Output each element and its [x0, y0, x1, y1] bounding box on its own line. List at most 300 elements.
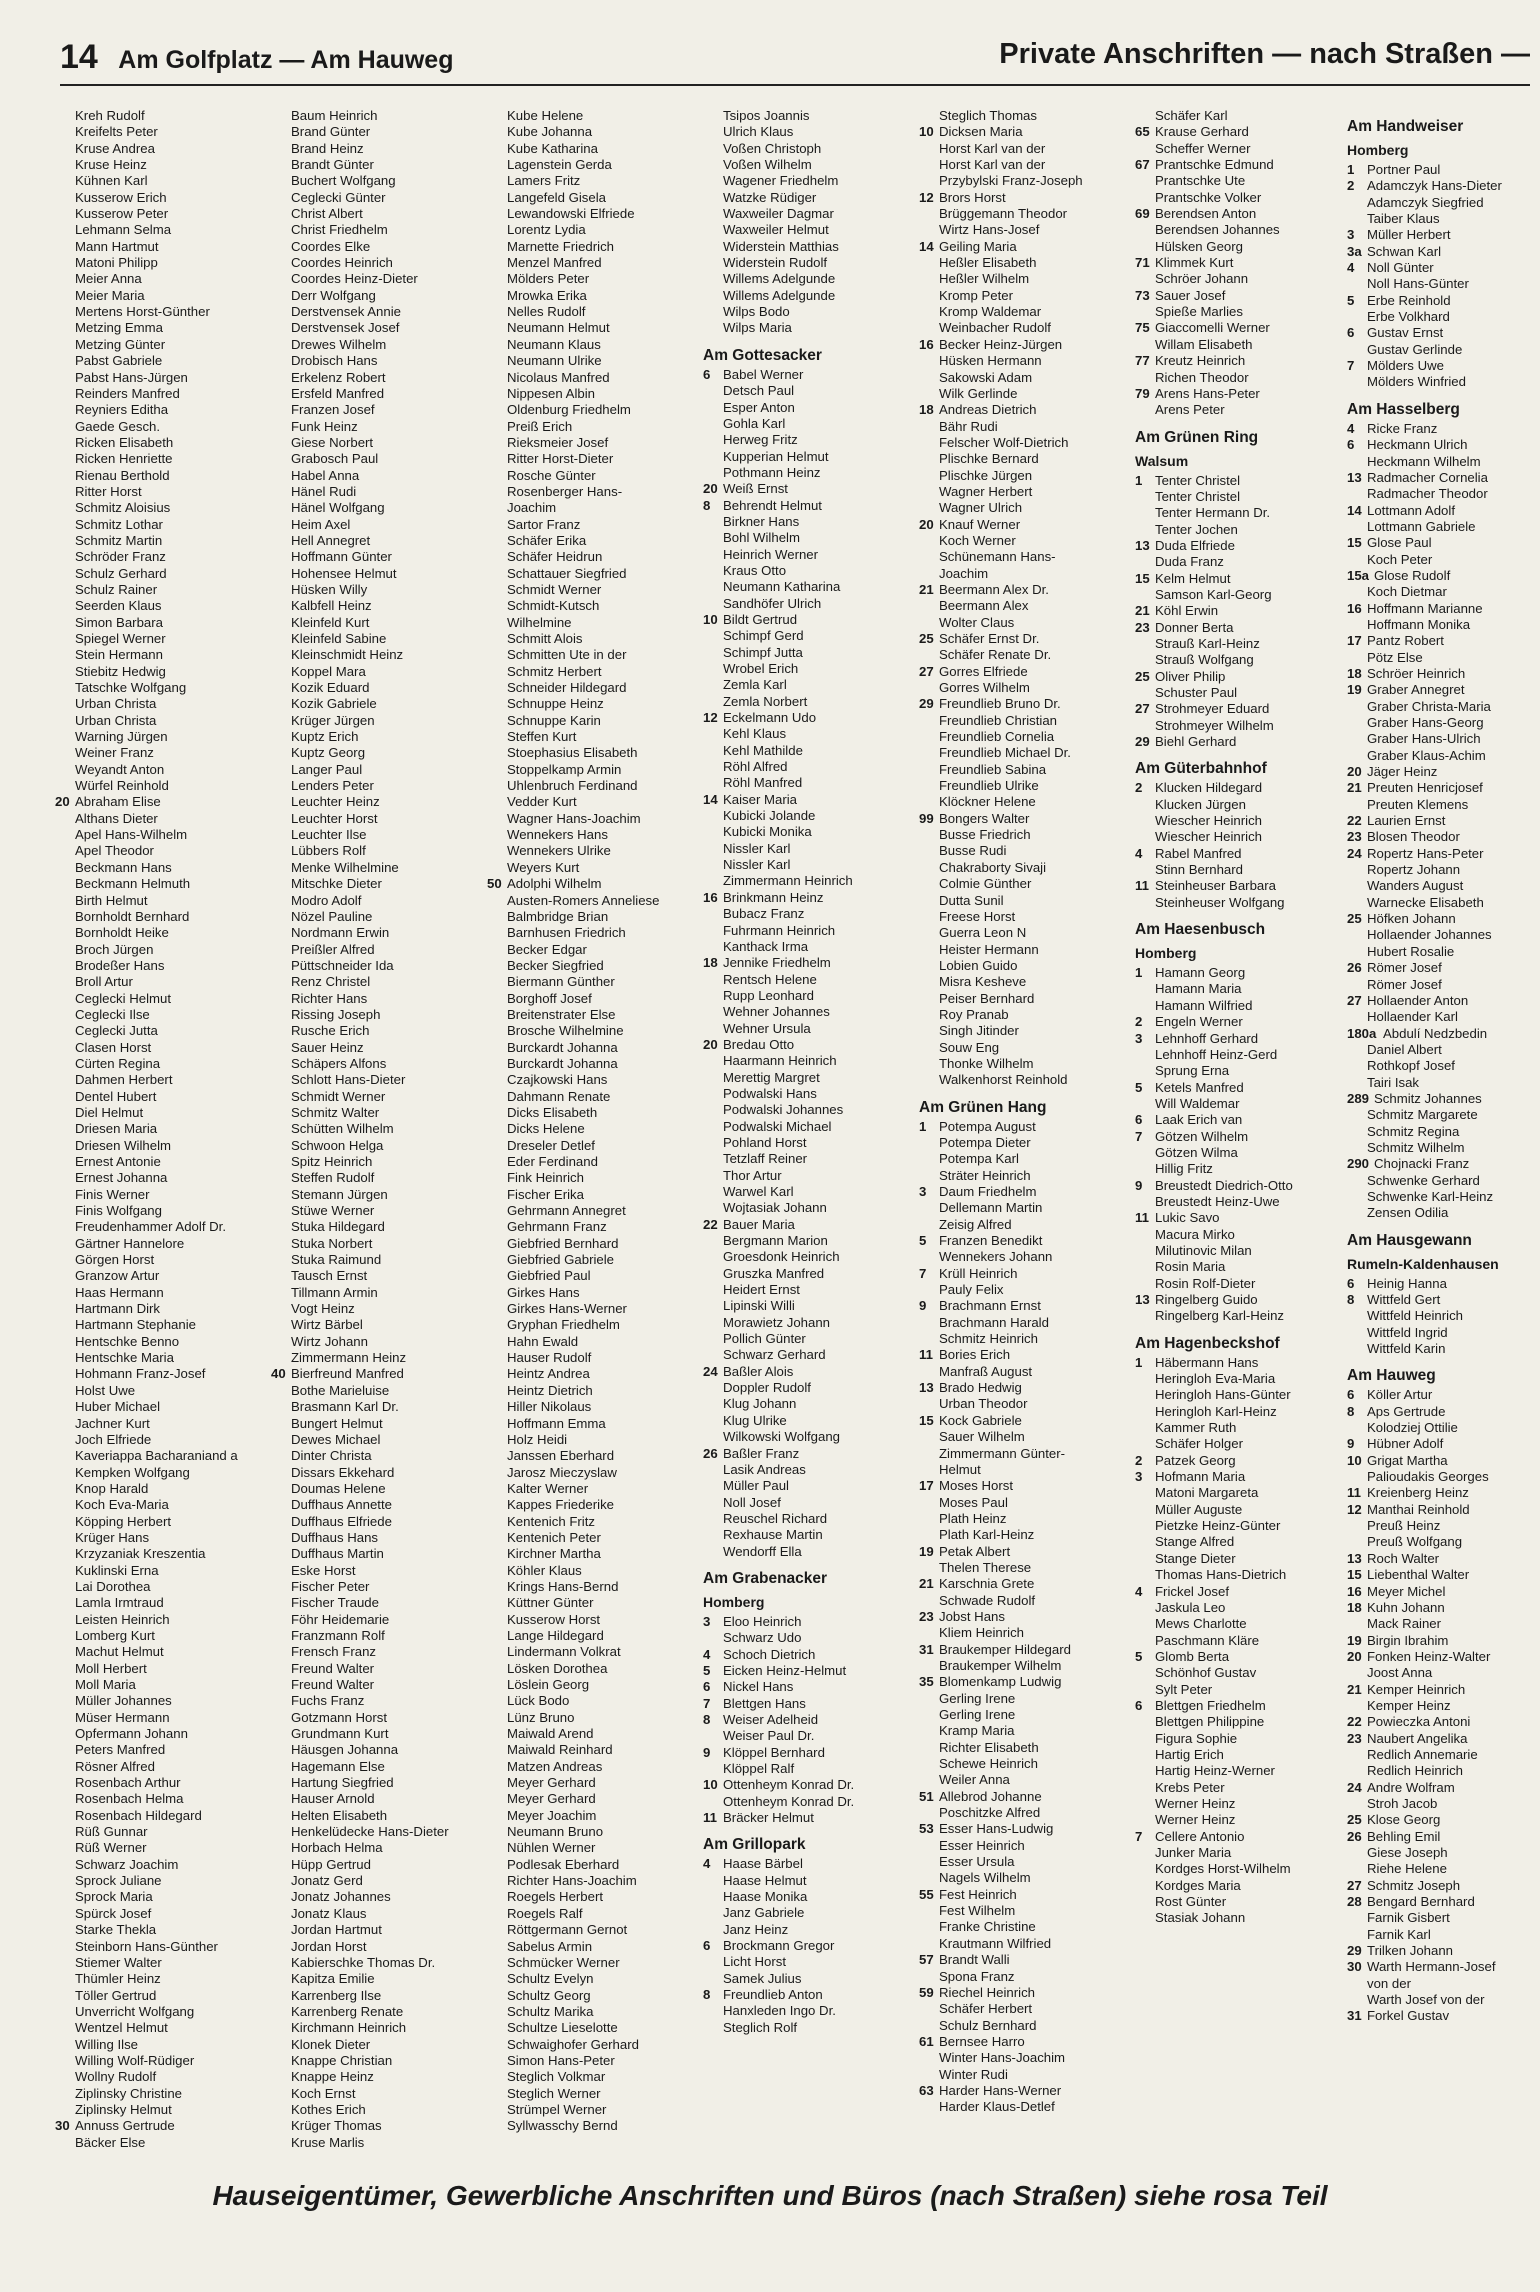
resident-name: Dahmen Herbert: [75, 1072, 173, 1088]
resident-name: Geiling Maria: [939, 238, 1017, 254]
resident-name: Sabelus Armin: [507, 1938, 593, 1954]
resident-name: Langefeld Gisela: [507, 189, 606, 205]
resident-name: Breustedt Diedrich-Otto: [1155, 1177, 1293, 1193]
resident-name: Dinter Christa: [291, 1448, 372, 1464]
resident-entry: [487, 2053, 707, 2069]
resident-entry: [487, 1252, 707, 1268]
resident-entry: [271, 566, 491, 582]
resident-name: Wojtasiak Johann: [723, 1200, 827, 1216]
resident-entry: [271, 1873, 491, 1889]
resident-entry: [55, 1824, 275, 1840]
resident-name: Kalter Werner: [507, 1480, 589, 1496]
resident-entry: [271, 2086, 491, 2102]
house-number: 19: [919, 1543, 934, 1559]
resident-entry: [55, 713, 275, 729]
resident-name: Prantschke Volker: [1155, 189, 1262, 205]
resident-name: Hanxleden Ingo Dr.: [723, 2003, 836, 2019]
resident-entry: [271, 402, 491, 418]
resident-name: Klug Ulrike: [723, 1412, 787, 1428]
house-number: 40: [271, 1366, 286, 1382]
resident-name: Röhl Alfred: [723, 759, 788, 775]
resident-entry: [919, 1462, 1139, 1478]
resident-name: Werner Heinz: [1155, 1795, 1236, 1811]
resident-name: Jaskula Leo: [1155, 1599, 1226, 1615]
resident-name: Schuster Paul: [1155, 685, 1238, 700]
resident-name: Pothmann Heinz: [723, 464, 821, 480]
resident-entry: [1135, 1243, 1355, 1259]
resident-name: Henkelüdecke Hans-Dieter: [291, 1824, 449, 1840]
resident-entry: [919, 811, 1139, 827]
house-number: 5: [1347, 292, 1355, 308]
header-left: [60, 38, 454, 77]
resident-name: Giaccomelli Werner: [1155, 320, 1270, 336]
house-number: 9: [703, 1744, 711, 1760]
resident-entry: [703, 1856, 923, 1872]
resident-name: Kraus Otto: [723, 562, 787, 578]
resident-name: Waxweiler Helmut: [723, 222, 829, 238]
house-number: 21: [1347, 1681, 1362, 1697]
resident-entry: [703, 1004, 923, 1020]
resident-entry: [703, 206, 923, 222]
resident-entry: [55, 991, 275, 1007]
resident-entry: [487, 222, 707, 238]
resident-entry: [1135, 353, 1355, 369]
directory-column: [919, 108, 1139, 2116]
resident-entry: [703, 808, 923, 824]
section-title: Private Anschriften — nach Straßen —: [999, 38, 1530, 70]
resident-entry: [1135, 1796, 1355, 1812]
resident-entry: [1347, 1189, 1540, 1205]
resident-entry: [1347, 1534, 1540, 1550]
resident-entry: [1347, 421, 1540, 437]
resident-entry: [1347, 1453, 1540, 1469]
house-number: 11: [1135, 878, 1149, 894]
resident-name: Schmitz Heinrich: [939, 1331, 1038, 1347]
resident-entry: [919, 484, 1139, 500]
resident-name: Kleinschmidt Heinz: [291, 647, 404, 663]
resident-name: Jäger Heinz: [1367, 764, 1438, 780]
resident-name: Stasiak Johann: [1155, 1910, 1246, 1926]
house-number: 13: [1347, 1550, 1362, 1566]
resident-entry: [271, 745, 491, 761]
resident-entry: [487, 1661, 707, 1677]
resident-entry: [1347, 1502, 1540, 1518]
resident-entry: [55, 2004, 275, 2020]
resident-name: Wiescher Heinrich: [1155, 813, 1262, 829]
resident-entry: [703, 530, 923, 546]
resident-entry: [703, 465, 923, 481]
resident-entry: [271, 304, 491, 320]
house-number: 4: [1135, 845, 1143, 861]
house-number: 26: [1347, 1828, 1362, 1844]
resident-entry: [703, 514, 923, 530]
resident-name: Freese Horst: [939, 908, 1016, 924]
resident-entry: [487, 615, 707, 631]
resident-entry: [1135, 1616, 1355, 1632]
resident-name: Lange Hildegard: [507, 1627, 604, 1643]
resident-name: Wagner Herbert: [939, 483, 1033, 499]
resident-name: Noll Günter: [1367, 260, 1434, 276]
resident-entry: [55, 124, 275, 140]
house-number: 53: [919, 1821, 934, 1837]
house-number: 14: [1347, 502, 1362, 518]
resident-name: Schröder Franz: [75, 549, 166, 565]
resident-name: Krüger Hans: [75, 1529, 150, 1545]
resident-name: Finis Wolfgang: [75, 1203, 162, 1219]
resident-name: Brachmann Ernst: [939, 1298, 1041, 1314]
resident-name: Häbermann Hans: [1155, 1354, 1259, 1370]
resident-name: Radmacher Theodor: [1367, 486, 1488, 502]
resident-entry: [55, 239, 275, 255]
resident-entry: [271, 893, 491, 909]
resident-entry: [55, 1072, 275, 1088]
resident-entry: [1135, 124, 1355, 140]
resident-name: Leuchter Ilse: [291, 827, 367, 843]
resident-name: Opfermann Johann: [75, 1726, 188, 1742]
resident-entry: [271, 1955, 491, 1971]
district-heading: Walsum: [1135, 452, 1189, 469]
resident-entry: [1347, 552, 1540, 568]
resident-entry: [487, 1350, 707, 1366]
resident-name: Joch Elfriede: [75, 1431, 152, 1447]
resident-entry: [1347, 1276, 1540, 1292]
resident-entry: [1347, 1075, 1540, 1091]
house-number: 10: [1347, 1452, 1362, 1468]
resident-entry: [1135, 1420, 1355, 1436]
resident-name: Schwenke Gerhard: [1367, 1172, 1480, 1188]
house-number: 23: [1347, 829, 1362, 845]
resident-name: Busse Friedrich: [939, 827, 1031, 843]
resident-entry: [1135, 620, 1355, 636]
resident-name: Schmitz Margarete: [1367, 1107, 1478, 1123]
resident-name: Simon Barbara: [75, 614, 163, 630]
resident-name: Küttner Günter: [507, 1595, 594, 1611]
resident-entry: [919, 1642, 1139, 1658]
resident-entry: [919, 680, 1139, 696]
resident-entry: [487, 1105, 707, 1121]
resident-name: Köpping Herbert: [75, 1513, 172, 1529]
resident-entry: [487, 1268, 707, 1284]
resident-entry: [487, 1219, 707, 1235]
resident-entry: [1347, 1009, 1540, 1025]
resident-name: Heringloh Karl-Heinz: [1155, 1403, 1277, 1419]
resident-entry: [703, 1298, 923, 1314]
resident-entry: [487, 288, 707, 304]
resident-entry: [919, 745, 1139, 761]
resident-name: Tatschke Wolfgang: [75, 680, 187, 696]
resident-entry: [271, 108, 491, 124]
resident-name: Schmitz Martin: [75, 532, 163, 548]
resident-entry: [55, 222, 275, 238]
resident-name: Mitschke Dieter: [291, 876, 382, 892]
resident-entry: [487, 2037, 707, 2053]
resident-entry: [919, 386, 1139, 402]
resident-entry: [487, 1612, 707, 1628]
resident-entry: [1135, 1453, 1355, 1469]
directory-column: [55, 108, 275, 2151]
house-number: 15: [1347, 535, 1362, 551]
resident-name: Lomberg Kurt: [75, 1627, 155, 1643]
resident-entry: [487, 1383, 707, 1399]
resident-entry: [271, 1465, 491, 1481]
resident-entry: [703, 2003, 923, 2019]
resident-name: Stange Dieter: [1155, 1550, 1236, 1566]
resident-name: Lamla Irmtraud: [75, 1595, 164, 1611]
resident-entry: [1135, 878, 1355, 894]
resident-entry: [703, 141, 923, 157]
resident-name: Grigat Martha: [1367, 1452, 1448, 1468]
resident-name: Petak Albert: [939, 1543, 1011, 1559]
resident-name: Kemper Heinrich: [1367, 1681, 1466, 1697]
resident-entry: [271, 1105, 491, 1121]
resident-entry: [271, 1399, 491, 1415]
resident-name: Ricken Henriette: [75, 451, 173, 467]
resident-name: Moses Horst: [939, 1478, 1014, 1494]
resident-name: Schäfer Holger: [1155, 1436, 1243, 1452]
resident-entry: [703, 1249, 923, 1265]
resident-name: Jordan Horst: [291, 1938, 367, 1954]
resident-entry: [1135, 505, 1355, 521]
house-number: 6: [1347, 1387, 1355, 1403]
house-number: 15: [919, 1412, 934, 1428]
resident-entry: [919, 1072, 1139, 1088]
resident-entry: [271, 1906, 491, 1922]
resident-name: Tenter Christel: [1155, 472, 1241, 488]
resident-entry: [487, 1040, 707, 1056]
resident-name: Matoni Margareta: [1155, 1485, 1259, 1501]
resident-name: Erkelenz Robert: [291, 369, 386, 385]
resident-name: Hollaender Karl: [1367, 1009, 1458, 1025]
resident-name: Kentenich Peter: [507, 1529, 601, 1545]
resident-name: Wehner Ursula: [723, 1020, 811, 1036]
resident-name: Kemper Heinz: [1367, 1697, 1451, 1713]
resident-entry: [1135, 685, 1355, 701]
resident-entry: [1347, 1091, 1540, 1107]
resident-entry: [919, 1184, 1139, 1200]
resident-entry: [1135, 571, 1355, 587]
resident-name: Rosenbach Hildegard: [75, 1807, 202, 1823]
resident-name: Holz Heidi: [507, 1431, 568, 1447]
resident-name: Doppler Rudolf: [723, 1380, 811, 1396]
house-number: 25: [1347, 911, 1362, 927]
resident-name: Schönhof Gustav: [1155, 1665, 1257, 1681]
resident-entry: [703, 1794, 923, 1810]
resident-name: Erbe Reinhold: [1367, 292, 1451, 308]
resident-name: Krebs Peter: [1155, 1779, 1225, 1795]
resident-name: Gustav Ernst: [1367, 325, 1444, 341]
resident-entry: [703, 710, 923, 726]
resident-name: Tenter Hermann Dr.: [1155, 505, 1271, 521]
resident-entry: [1347, 584, 1540, 600]
directory-column: [271, 108, 491, 2151]
resident-entry: [703, 1315, 923, 1331]
resident-name: Pötz Else: [1367, 649, 1423, 665]
resident-name: Heringloh Eva-Maria: [1155, 1371, 1276, 1387]
resident-entry: [487, 1791, 707, 1807]
resident-name: Weiser Adelheid: [723, 1711, 819, 1727]
resident-name: Preuten Klemens: [1367, 796, 1469, 812]
resident-name: Prantschke Edmund: [1155, 157, 1274, 173]
resident-name: Kube Johanna: [507, 124, 593, 140]
resident-name: Podwalski Michael: [723, 1118, 832, 1134]
resident-name: Schultz Marika: [507, 2003, 594, 2019]
resident-entry: [55, 1187, 275, 1203]
resident-entry: [1135, 1371, 1355, 1387]
resident-name: Syllwasschy Bernd: [507, 2118, 618, 2134]
resident-name: Bothe Marieluise: [291, 1382, 390, 1398]
resident-entry: [919, 1707, 1139, 1723]
resident-entry: [703, 400, 923, 416]
resident-name: Kleinfeld Kurt: [291, 614, 370, 630]
resident-name: Will Waldemar: [1155, 1095, 1240, 1111]
resident-name: Schultz Georg: [507, 1987, 591, 2003]
house-number: 25: [919, 631, 934, 646]
resident-entry: [1347, 748, 1540, 764]
house-number: 6: [1135, 1112, 1143, 1128]
resident-name: Nippesen Albin: [507, 385, 595, 401]
resident-entry: [1347, 829, 1540, 845]
street-heading: Am Hagenbeckshof: [1135, 1334, 1280, 1352]
resident-name: Kaiser Maria: [723, 791, 798, 807]
house-number: 2: [1135, 780, 1143, 796]
resident-entry: [703, 1217, 923, 1233]
resident-entry: [55, 1971, 275, 1987]
house-number: 3a: [1347, 243, 1362, 259]
resident-name: Watzke Rüdiger: [723, 189, 817, 205]
resident-name: Wiescher Heinrich: [1155, 829, 1262, 845]
resident-entry: [919, 173, 1139, 189]
resident-name: Ziplinsky Helmut: [75, 2101, 172, 2117]
resident-name: Krzyzaniak Kreszentia: [75, 1546, 206, 1562]
resident-entry: [1347, 470, 1540, 486]
resident-name: Koppel Mara: [291, 663, 366, 679]
house-number: 21: [919, 581, 934, 597]
house-number: 6: [703, 1679, 711, 1695]
resident-name: Stoppelkamp Armin: [507, 761, 622, 777]
resident-name: Dellemann Martin: [939, 1200, 1043, 1216]
resident-entry: [703, 1679, 923, 1695]
resident-entry: [919, 2018, 1139, 2034]
resident-name: Plath Heinz: [939, 1510, 1007, 1526]
resident-name: Urban Christa: [75, 696, 157, 712]
resident-name: Hamann Wilfried: [1155, 997, 1253, 1013]
resident-entry: [55, 1873, 275, 1889]
resident-name: Milutinovic Milan: [1155, 1242, 1252, 1258]
resident-name: Rösner Alfred: [75, 1758, 155, 1774]
resident-entry: [1347, 878, 1540, 894]
resident-name: Schultz Evelyn: [507, 1971, 594, 1987]
resident-entry: [1347, 1943, 1540, 1959]
resident-entry: [919, 1331, 1139, 1347]
resident-entry: [919, 794, 1139, 810]
resident-entry: [1135, 1698, 1355, 1714]
resident-entry: [703, 579, 923, 595]
resident-entry: [55, 320, 275, 336]
house-number: 67: [1135, 157, 1150, 173]
street-range: Am Golfplatz — Am Hauweg: [118, 46, 454, 74]
resident-entry: [919, 582, 1139, 598]
resident-entry: [1135, 1227, 1355, 1243]
resident-name: Tairi Isak: [1367, 1074, 1420, 1090]
resident-name: Preuß Wolfgang: [1367, 1534, 1463, 1550]
resident-entry: [55, 2118, 275, 2134]
house-number: 1: [919, 1118, 927, 1134]
resident-entry: [487, 1334, 707, 1350]
resident-name: Willing Ilse: [75, 2036, 139, 2052]
house-number: 3: [1347, 227, 1355, 243]
street-heading: Am Grabenacker: [703, 1569, 828, 1587]
resident-name: Heringloh Hans-Günter: [1155, 1387, 1291, 1403]
resident-name: Koch Peter: [1367, 551, 1433, 567]
resident-entry: [55, 1056, 275, 1072]
resident-name: Apel Theodor: [75, 843, 154, 859]
resident-name: Esser Hans-Ludwig: [939, 1821, 1054, 1837]
resident-name: Kusserow Horst: [507, 1611, 601, 1627]
resident-name: Duffhaus Martin: [291, 1546, 384, 1562]
house-number: 20: [703, 1036, 718, 1052]
resident-entry: [55, 1988, 275, 2004]
resident-entry: [1347, 862, 1540, 878]
street-heading: Am Handweiser: [1347, 118, 1464, 135]
house-number: 6: [1347, 1275, 1355, 1291]
house-number: 16: [1347, 600, 1362, 616]
resident-entry: [271, 598, 491, 614]
resident-name: Paschmann Kläre: [1155, 1632, 1260, 1648]
resident-name: Funk Heinz: [291, 418, 358, 434]
resident-name: Wanders August: [1367, 878, 1464, 894]
resident-entry: [919, 451, 1139, 467]
house-number: 2: [1135, 1452, 1143, 1468]
resident-entry: [1347, 960, 1540, 976]
resident-name: Christ Friedhelm: [291, 222, 388, 238]
resident-entry: [703, 628, 923, 644]
resident-entry: [271, 1742, 491, 1758]
resident-entry: [1135, 1436, 1355, 1452]
resident-entry: [1347, 1861, 1540, 1877]
resident-entry: [919, 942, 1139, 958]
resident-name: Moll Herbert: [75, 1660, 147, 1676]
resident-entry: [271, 974, 491, 990]
house-number: 7: [1135, 1828, 1143, 1844]
house-number: 24: [1347, 1779, 1362, 1795]
resident-name: Kirchmann Heinrich: [291, 2020, 407, 2036]
resident-name: Frensch Franz: [291, 1644, 377, 1660]
resident-entry: [1135, 829, 1355, 845]
resident-entry: [1347, 1420, 1540, 1436]
resident-entry: [919, 1985, 1139, 2001]
resident-name: Haas Hermann: [75, 1284, 164, 1300]
resident-entry: [55, 1252, 275, 1268]
resident-name: Dissars Ekkehard: [291, 1464, 395, 1480]
resident-entry: [919, 2099, 1139, 2115]
resident-name: Ulrich Klaus: [723, 124, 794, 140]
resident-name: Kuklinski Erna: [75, 1562, 159, 1578]
resident-name: Samek Julius: [723, 1970, 802, 1986]
resident-name: Janz Heinz: [723, 1921, 789, 1937]
resident-name: Busse Rudi: [939, 843, 1007, 859]
resident-entry: [1135, 1047, 1355, 1063]
house-number: 5: [1135, 1079, 1143, 1095]
resident-name: Forkel Gustav: [1367, 2008, 1450, 2024]
resident-name: Schmidt Werner: [507, 581, 602, 597]
resident-name: Rupp Leonhard: [723, 987, 814, 1003]
resident-name: Donner Berta: [1155, 619, 1234, 635]
resident-name: Stange Alfred: [1155, 1534, 1235, 1550]
resident-name: Morawietz Johann: [723, 1314, 831, 1330]
resident-entry: [1347, 1698, 1540, 1714]
resident-name: Kirchner Martha: [507, 1546, 601, 1562]
resident-entry: [55, 1285, 275, 1301]
